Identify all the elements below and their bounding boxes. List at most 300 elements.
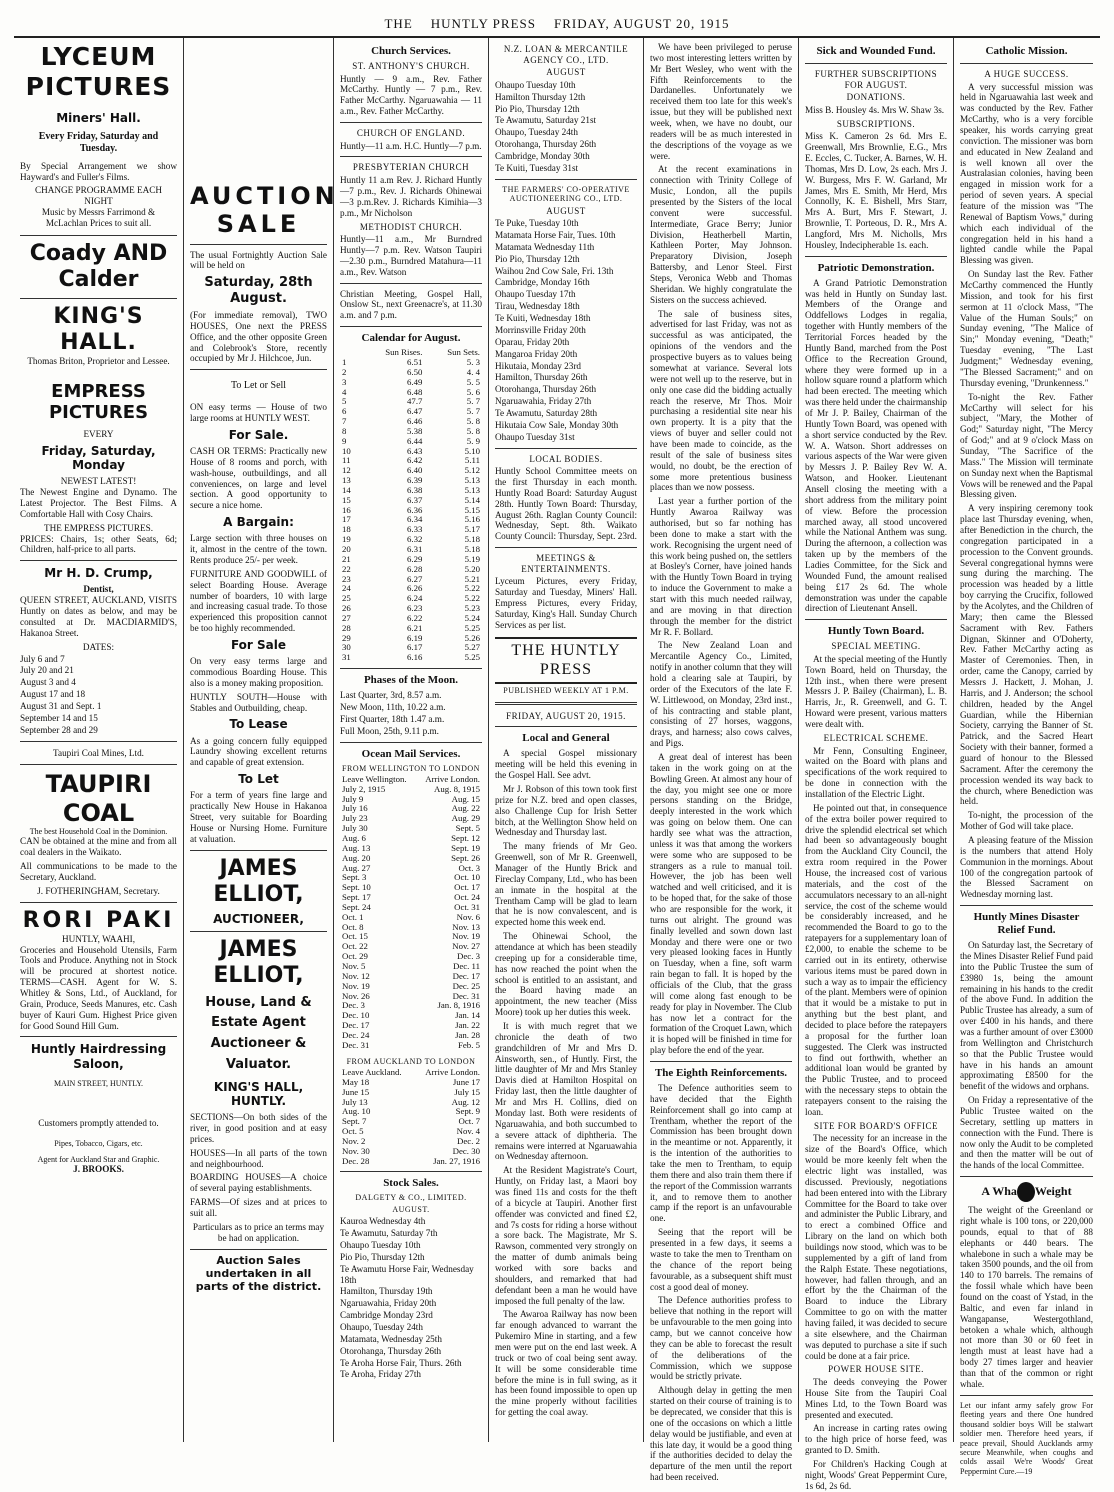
calendar-row-cell: 28 (342, 622, 351, 633)
calendar-row-cell: 6.37 (407, 494, 423, 505)
whale-heading-b: Weight (1034, 1183, 1072, 1198)
mail2-row-cell: Nov. 4 (456, 1126, 480, 1137)
mail2-row-cell: Nov. 2 (342, 1135, 366, 1146)
local-general-paragraph: It is with much regret that we chronicle the death of two grandchildren of Mr and Mrs D. Ainsworth, sen., of Huntly. First, the little daughter of Mr and Mrs Stanley Davis died at Hamilton Hospital on Friday last, then the little daughter of Mr and Mrs H. Collins, died on Monday last. Both were residents of Ngaruawahia, and both succumbed to a severe attack of diphtheria. The remains were interred at Ngaruawahia on Wednesday afternoon. (495, 1021, 637, 1162)
calendar-row-cell: 12 (342, 465, 351, 476)
empress-every: EVERY (83, 429, 114, 440)
mail-sub: FROM WELLINGTON TO LONDON (342, 763, 480, 773)
empress-newest: NEWEST LATEST! (60, 476, 137, 487)
miners-hall: Miners' Hall. (56, 111, 141, 125)
houses-body: HOUSES—In all parts of the town and neighbourhood. (190, 1147, 327, 1169)
calendar-row-cell: 5.38 (407, 425, 423, 436)
mail-row-cell: Oct. 10 (454, 872, 480, 883)
sections-body: SECTIONS—On both sides of the river, in good position and at easy prices. (190, 1112, 327, 1144)
eighth-reinforcements-heading: The Eighth Reinforcements. (654, 1067, 788, 1080)
auction-body: The usual Fortnightly Auction Sale will be held on (190, 249, 327, 271)
dentist-date: August 31 and Sept. 1 (20, 700, 102, 711)
farmers-sale-item: Ohaupo Tuesday 17th (495, 289, 576, 300)
nz-loan-item: Otorohanga, Thursday 26th (495, 139, 597, 150)
mail2-header: Arrive London. (425, 1067, 480, 1077)
calendar-row-cell: 6.46 (407, 416, 423, 427)
mail-row-cell: July 16 (342, 803, 368, 814)
taupiri-body: CAN be obtained at the mine and from all coal dealers in the Waikato. (20, 836, 177, 858)
stock-sale-item: Te Aroha, Friday 27th (340, 1369, 422, 1380)
calendar-row-cell: 30 (342, 642, 351, 653)
calendar-row-cell: 21 (342, 553, 351, 564)
calendar-row-cell: 11 (342, 455, 351, 466)
mail-row-cell: Oct. 15 (342, 931, 368, 942)
mail-row-cell: Dec. 24 (342, 1029, 370, 1040)
mail2-row (340, 1157, 482, 1167)
st-anthony-body: Huntly — 9 a.m., Rev. Father McCarthy. Huntly — 7 p.m., Rev. Father McCarthy. Ngaruawahia — 11 a.m., Rev. Father McCarthy. (340, 73, 482, 117)
local-bodies-heading: LOCAL BODIES. (529, 453, 603, 464)
donations-body: Miss B. Housley 4s. Mrs W. Shaw 3s. (805, 104, 945, 115)
let-sell-body: ON easy terms — House of two large rooms at HUNTLY WEST. (190, 402, 327, 423)
church-england-heading: CHURCH OF ENGLAND. (356, 128, 466, 139)
stock-sale-item: Hamilton, Thursday 19th (340, 1286, 433, 1297)
calendar-row-cell: 5.17 (464, 524, 480, 535)
lyceum-music: Music by Messrs Farrimond & McLachlan Prices to suit all. (41, 207, 156, 229)
mail-row-cell: Nov. 19 (342, 980, 370, 991)
mail-row (340, 1041, 482, 1051)
calendar-row-cell: 5.25 (464, 622, 480, 633)
stock-sale-item: Pio Pio, Thursday 12th (340, 1251, 425, 1262)
mail-row-cell: Sept. 17 (342, 892, 371, 903)
local-general-paragraph: The many friends of Mr Geo. Greenwell, son of Mr R. Greenwell, Manager of the Huntly Brick and Fireclay Company, Ltd., who has been an inmate in the hospital at the Trentham Camp will be glad to learn that he is now convalescent, and is expected home this week end. (495, 841, 637, 928)
nz-loan-item: Hamilton Thursday 12th (495, 91, 586, 102)
calendar-row-cell: 29 (342, 632, 351, 643)
mail-row-cell: Aug. 22 (451, 803, 480, 814)
calendar-row-cell: 5.25 (464, 652, 480, 663)
mail2-row-cell: Sept. 9 (455, 1106, 480, 1117)
lyceum-programme: CHANGE PROGRAMME EACH NIGHT (34, 185, 163, 207)
lyceum-heading: LYCEUM (40, 42, 157, 71)
calendar-row-cell: 6.22 (407, 612, 423, 623)
mail-row-cell: Nov. 13 (452, 921, 480, 932)
mail2-table (340, 1068, 482, 1166)
calendar-row-cell: 5.11 (464, 455, 480, 466)
saloon-heading: Huntly Hairdressing Saloon, (30, 1042, 167, 1071)
farmers-sale-item: Hikutaia, Monday 23rd (495, 360, 581, 371)
mail-row-cell: Oct. 24 (454, 892, 480, 903)
calendar-row-cell: 6.32 (407, 534, 423, 545)
mail-row-cell: Sept. 26 (451, 852, 480, 863)
mission-sub: A HUGE SUCCESS. (984, 68, 1069, 79)
st-anthony-heading: ST. ANTHONY'S CHURCH. (352, 60, 470, 71)
dentist-date: July 6 and 7 (20, 653, 65, 664)
local-general-heading: Local and General (522, 732, 610, 745)
calendar-heading: Calendar for August. (361, 332, 461, 345)
column-news-continued (644, 38, 799, 1483)
mail-row-cell: Sept. 10 (342, 882, 371, 893)
issue-date: FRIDAY, AUGUST 20, 1915. (506, 710, 626, 721)
lyceum-days: Every Friday, Saturday and Tuesday. (38, 131, 159, 154)
disaster-paragraph: On Friday a representative of the Public Trustee waited on the Secretary, settling up matters in connection with the Fund. There is now only the Audit to be completed and then the matter will be out of the hands of the local Committee. (960, 1095, 1093, 1171)
column-town-news (799, 38, 954, 1491)
calendar-row-cell: 5. 8 (466, 416, 480, 427)
whale-heading-a: A Wha (981, 1183, 1017, 1198)
pictures-heading: PICTURES (25, 71, 172, 101)
news-paragraph: Last year a further portion of the Huntly Awaroa Railway was authorised, but so far nothing has been done to make a start with the work. Recognising the urgent need of this work being pushed on, the settlers at Bosley's Corner, have joined hands with the Huntly Town Board in trying to induce the Government to make a start with this much needed railway, and are moving in that direction through the member for the district Mr R. F. Bollard. (650, 496, 792, 637)
power-house-heading: POWER HOUSE SITE. (828, 1364, 924, 1375)
calendar-header: Sun Sets. (447, 347, 480, 358)
stock-sales-sub: DALGETY & CO., LIMITED. (355, 1193, 467, 1203)
calendar-row-cell: 2 (342, 366, 347, 377)
calendar-row-cell: 6.21 (407, 622, 423, 633)
calendar-row-cell: 6.27 (407, 573, 423, 584)
mail-row-cell: Jan. 8, 1916 (437, 1000, 480, 1011)
moon-phase: Last Quarter, 3rd, 8.57 a.m. (340, 690, 442, 701)
calendar-row-cell: 13 (342, 475, 351, 486)
bargain-body: Large section with three houses on it, almost in the centre of the town. Rents produce 25/- per week. (190, 533, 327, 565)
calendar-row-cell: 6.49 (407, 376, 423, 387)
mail-row-cell: Nov. 12 (342, 970, 370, 981)
taupiri-company: Taupiri Coal Mines, Ltd. (53, 747, 144, 758)
town-board-paragraph: At the special meeting of the Huntly Town Board, held on Thursday, the 12th inst., when there were present Messrs J. P. Bailey (Chairman), L. B. Harris, Jr., R. Greenwell, and G. T. Howard were present, various matters were dealt with. (805, 653, 947, 730)
mail-row-cell: Dec. 31 (342, 1039, 370, 1050)
local-general-paragraph: The Awaroa Railway has now been far enough advanced to warrant the Pukemiro Mine in starting, and a few men were put on the end last week. A truck or two of coal being sent away. It will be some considerable time before the mine is in full swing, as it has been found impossible to open up the mine properly without facilities for getting the coal away. (495, 1309, 637, 1418)
local-general-paragraph: At the Resident Magistrate's Court, Huntly, on Friday last, a Maori boy was fined 11s and costs for the theft of a bicycle at Taupiri. Another first offender was convicted and fined £2, and 7s costs for riding a horse without a sore back. The Magistrate, Mr S. Rawson, commented very strongly on the matter of dumb animals being worked with sore backs and shoulders, and remarked that had defendant been a man he would have imposed the full penalty of the law. (495, 1165, 637, 1306)
calendar-row-cell: 6 (342, 406, 347, 417)
column-services (334, 38, 489, 1442)
huntly-south-body: HUNTLY SOUTH—House with Stables and Outbuilding, cheap. (190, 691, 327, 713)
calendar-row-cell: 24 (342, 583, 351, 594)
mail-row-cell: Aug. 6 (342, 833, 366, 843)
mail2-row-cell: Jan. 27, 1916 (433, 1155, 480, 1166)
calendar-row-cell: 17 (342, 514, 351, 525)
calendar-row-cell: 6.31 (407, 544, 423, 554)
mail2-row-cell: July 15 (454, 1086, 480, 1097)
mail2-row-cell: Nov. 30 (342, 1145, 370, 1156)
mail-row-cell: Aug. 8, 1915 (434, 783, 480, 794)
calendar-row-cell: 5.22 (464, 593, 480, 604)
farmers-sale-item: Oparau, Friday 20th (495, 336, 570, 347)
calendar-row-cell: 5.13 (464, 475, 480, 486)
town-board-paragraph: An increase in carting rates owing to the high price of horse feed, was granted to D. Smith. (805, 1423, 947, 1456)
stock-sales-heading: Stock Sales. (383, 1177, 439, 1190)
calendar-row-cell: 6.34 (407, 514, 423, 525)
church-services-heading: Church Services. (371, 45, 451, 57)
news-paragraph: A great deal of interest has been taken in the work going on at the Bowling Green. At almost any hour of the day, you might see one or more persons standing on the Bridge, deeply interested in the work which was going on below them. One can hardly see what was the attraction, unless it was that among the workers were some who are supposed to be strangers as a rule to manual toil. However, the job has been well watched and well criticised, and it is to be hoped that, for the sake of those who are responsible for the work, it turns out alright. The ground was finally levelled and sown down last Monday and there were one or two very pleased looking faces in Huntly on Tuesday, when a fine, soft warm rain began to fall. It is hoped by the officials of the Club, that the grass will come along fast enough to be ready for play in November. The Club has now let a contract for the formation of the Croquet Lawn, which it is hoped will be finished in time for play before the end of the year. (650, 752, 792, 1056)
mail-row-cell: Sept. 19 (451, 842, 480, 853)
mail2-row-cell: Aug. 12 (451, 1096, 480, 1107)
house-land-agent: House, Land & Estate Agent Auctioneer & Valuator. (205, 994, 312, 1073)
farmers-sale-item: Ngaruawahia, Friday 27th (495, 396, 592, 407)
news-paragraph: We have been privileged to peruse two most interesting letters written by Mr Bert Wesley, who went with the Fifth Reinforcements to the Dardanelles. Unfortunately we received them too late for this week's issue, but they will be published next week, when, we have no doubt, our readers will be as much interested in the descriptions of the voyage as we were. (650, 42, 792, 161)
taupiri-communications: All communications to be made to the Secretary, Auckland. (20, 861, 177, 883)
mail-row-cell: Jan. 14 (455, 1010, 480, 1021)
bargain-heading: A Bargain: (223, 515, 294, 530)
kings-proprietor: Thomas Briton, Proprietor and Lessee. (27, 355, 170, 366)
nz-loan-heading: N.Z. LOAN & MERCANTILE AGENCY CO., LTD. (503, 44, 629, 65)
mail-row-cell: Dec. 3 (342, 1000, 365, 1011)
mail-row-cell: Dec. 11 (452, 960, 480, 971)
calendar-row-cell: 5.14 (464, 494, 480, 505)
mail-row-cell: Sept. 5 (455, 823, 480, 834)
sick-wounded-heading: Sick and Wounded Fund. (816, 45, 936, 57)
rori-paki-heading: RORI PAKI (22, 907, 175, 933)
crump-dates-label: DATES: (82, 641, 115, 652)
farmers-sale-item: Hikutaia Cow Sale, Monday 30th (495, 419, 619, 430)
mail2-row-cell: June 15 (342, 1086, 370, 1097)
mail-row-cell: July 2, 1915 (342, 783, 386, 794)
moon-phase: Full Moon, 25th, 9.11 p.m. (340, 725, 439, 736)
mail2-row-cell: Dec. 30 (452, 1145, 480, 1156)
mail-row-cell: July 9 (342, 793, 364, 804)
rori-body: Groceries and Household Utensils, Farm Tools and Produce. Anything not in Stock will be procured at shortest notice. TERMS—CASH. Agent for W. S. Whitley & Sons, Ltd., of Auckland, for Grain, Produce, Seeds Manures, etc. Cash buyer of Kauri Gum. Highest Price given for Good Sound Hill Gum. (20, 944, 177, 1031)
stock-sale-item: Cambridge Monday 23rd (340, 1310, 433, 1321)
for-sale-2-body: On very easy terms large and commodious Boarding House. This also is a money making proposition. (190, 656, 327, 688)
taupiri-best: The best Household Coal in the Dominion. (29, 827, 168, 837)
calendar-row-cell: 18 (342, 524, 351, 535)
rori-place: HUNTLY, WAAHI, (62, 933, 135, 944)
mail-row-cell: Oct. 3 (458, 862, 480, 873)
empress-signature: THE EMPRESS PICTURES. (44, 522, 153, 533)
crump-name: Mr H. D. Crump, (44, 566, 153, 581)
town-board-paragraph: The necessity for an increase in the size of the Board's Office, which would be more keenly felt when the electric light was installed, was discussed. Previously, negotiations had been entered into with the Library Committee for the Board to take over and administer the Public Library, and to erect a combined Office and Library on the land on which both buildings now stood, which was to be supplemented by a gift of land from the Ralph Estate. These negotiations, however, had fallen through, and an effort by the the Chairman of the Board to induce the Library Committee to go on with the matter having failed, it was decided to secure a site elsewhere, and the Chairman was deputed to purchase a site if such could be done at a fair price. (805, 1133, 947, 1361)
boarding-body: BOARDING HOUSES—A choice of several paying establishments. (190, 1172, 327, 1194)
farmers-list (495, 218, 637, 442)
news-paragraph: Although delay in getting the men started on their course of training is to be deprecated, we consider that this is one of the occasions on which a little delay would be justifiable, and even at this late day, it would be a good thing if the authorities decided to delay the departure of the men until the report had been received. (650, 1385, 792, 1483)
calendar-row-cell: 9 (342, 435, 347, 446)
town-board-sub: SPECIAL MEETING. (831, 641, 921, 652)
saloon-brooks: J. BROOKS. (73, 1163, 124, 1174)
mail-row-cell: Dec. 3 (457, 951, 480, 962)
calendar-row-cell: 6.50 (407, 366, 423, 377)
mission-paragraph: On Sunday last the Rev. Father McCarthy commenced the Huntly Mission, and took for his first sermon at 11 o'clock Mass, "The Value of the Human Souls;" on Sunday evening, "The Malice of Sin;" Monday evening, "Death;" Tuesday evening, "The Last Judgment;" Wednesday evening, "The Blessed Sacrament;" and on Thursday evening, "Drunkenness." (960, 269, 1093, 388)
mail2-row-cell: Sept. 7 (342, 1116, 367, 1127)
patriotic-heading: Patriotic Demonstration. (817, 261, 935, 274)
calendar-row-cell: 6.51 (407, 356, 423, 367)
calendar-header: Sun Rises. (385, 347, 423, 358)
column-advertisements-2 (184, 38, 339, 1442)
saloon-pipes: Pipes, Tobacco, Cigars, etc. (54, 1139, 143, 1149)
mail-row-cell: Aug. 29 (451, 813, 480, 824)
saloon-customers: Customers promptly attended to. (38, 1118, 159, 1129)
methodist-heading: METHODIST CHURCH. (359, 221, 463, 232)
calendar-row-cell: 8 (342, 425, 347, 436)
james-elliot-1: JAMES ELLIOT, (213, 855, 304, 907)
calendar-row-cell: 5. 6 (466, 386, 480, 397)
mission-paragraph: A very successful mission was held in Ngaruawahia last week and was conducted by the Rev. Father McCarthy, who is a very forcible speaker, his words carrying great conviction. The missioner was born and educated in New Zealand and is well known all over the Australasian colonies, having been engaged in mission work for a period of seven years. A special feature of the mission was "The Renewal of Baptism Vows," during which each individual of the congregation held in his hand a lighted candle while the Papal Blessing was given. (960, 81, 1093, 266)
taupiri-signature: J. FOTHERINGHAM, Secretary. (37, 885, 160, 896)
calendar-row-cell: 5.22 (464, 583, 480, 594)
ink-blot-icon (1017, 1182, 1035, 1202)
mail-row-cell: Dec. 17 (452, 970, 480, 981)
calendar-row-cell: 5.16 (464, 514, 480, 525)
mission-paragraph: A pleasing feature of the Mission is the numbers that attend Holy Communion in the mornings. About 100 of the congregation partook of the Blessed Sacrament on Wednesday morning last. (960, 835, 1093, 900)
lease-heading: To Lease (229, 717, 288, 732)
stock-sale-item: Ngaruawahia, Friday 20th (340, 1298, 437, 1309)
masthead (14, 8, 1100, 38)
christian-meeting: Christian Meeting, Gospel Hall, Onslow St., next Greenacre's, at 11.30 a.m. and 7 p.m. (340, 288, 482, 321)
calendar-row-cell: 5. 3 (466, 356, 480, 367)
mail-row-cell: July 23 (342, 813, 368, 824)
mail-row-cell: Oct. 8 (342, 921, 364, 932)
mail2-row-cell: Dec. 28 (342, 1155, 370, 1166)
calendar-row-cell: 5.18 (464, 534, 480, 545)
calendar-row-cell: 27 (342, 612, 351, 623)
news-paragraph: The New Zealand Loan and Mercantile Agency Co., Limited, notify in another column that they will hold a clearing sale at Taupiri, by order of the Executors of the late F. W. Littlewood, on Monday, 23rd inst., of his contracting and stable plant, consisting of 27 horses, waggons, drays, and harness; also cows calves, and Pigs. (650, 640, 792, 749)
dentist-date: August 3 and 4 (20, 677, 76, 688)
mail-row-cell: Oct. 1 (342, 911, 364, 922)
column-local-news (489, 38, 644, 1442)
farmers-month: AUGUST (546, 205, 586, 216)
news-paragraph: The Defence authorities seem to have decided that the Eighth Reinforcement shall go into camp at Trentham, whether the report of the Commission has been brought down in the meantime or not. Apparently, it is the intention of the authorities to take the men to Trentham, to equip them there and also train them there if the report of the Commission warrants it, and to remove them to another camp if the report is an unfavourable one. (650, 1083, 792, 1224)
calendar-row-cell: 5 (342, 396, 347, 407)
calendar-row-cell: 6.16 (407, 652, 423, 663)
site-heading: SITE FOR BOARD'S OFFICE (814, 1120, 938, 1131)
mail-header: Leave Wellington. (342, 773, 407, 784)
particulars-body: Particulars as to price an terms may be had on application. (192, 1221, 325, 1243)
column-advertisements-1 (14, 38, 184, 1442)
nz-loan-list (495, 80, 637, 174)
mail-row-cell: Nov. 19 (452, 931, 480, 942)
meetings-body: Lyceum Pictures, every Friday, Saturday and Tuesday, Miners' Hall. Empress Pictures, every Friday, Saturday, King's Hall. Sunday Church Services as per list. (495, 576, 637, 630)
mission-paragraph: To-night, the procession of the Mother of God will take place. (960, 810, 1093, 832)
mail-row-cell: Aug. 13 (342, 842, 371, 853)
donations-heading: DONATIONS. (846, 92, 906, 103)
mail2-sub: FROM AUCKLAND TO LONDON (346, 1056, 476, 1066)
nz-loan-item: Te Kuiti, Tuesday 31st (495, 162, 579, 173)
moon-phase: New Moon, 11th, 10.22 a.m. (340, 701, 446, 712)
farmers-sale-item: Hamilton, Thursday 26th (495, 372, 588, 383)
local-general-paragraph: Mr J. Robson of this town took first prize for N.Z. bred and open classes, also Challenge Cup for Irish Setter bitch, at the Wellington Show held on Wednesday and Thursday last. (495, 784, 637, 838)
mail-row-cell: Sept. 3 (342, 872, 367, 883)
moon-list (340, 690, 482, 736)
calendar-row-cell: 14 (342, 484, 351, 495)
lease-body: As a going concern fully equipped Laundry showing excellent returns and capable of great extension. (190, 735, 327, 768)
crump-body: QUEEN STREET, AUCKLAND, VISITS Huntly on dates as below, and may be consulted at Dr. MACDIARMID'S, Hakanoa Street. (20, 595, 177, 638)
masthead-name: HUNTLY PRESS (430, 16, 536, 31)
calendar-row-cell: 16 (342, 504, 351, 515)
stock-sale-item: Te Awamutu Horse Fair, Wednesday 18th (340, 1263, 474, 1285)
town-board-heading: Huntly Town Board. (827, 625, 925, 638)
mail-row-cell: Jan. 22 (455, 1020, 480, 1031)
calendar-row-cell: 6.24 (407, 593, 423, 604)
nz-loan-item: Te Awamutu, Saturday 21st (495, 115, 597, 126)
calendar-row-cell: 5. 9 (466, 435, 480, 446)
crump-role: Dentist, (83, 584, 114, 595)
calendar-row-cell: 5.23 (464, 603, 480, 614)
disaster-paragraph: On Saturday last, the Secretary of the Mines Disaster Relief Fund paid into the Public Trustee the sum of £3980 1s, being the amount remaining in his hands to the credit of the above Fund. In addition the Public Trustee has already, a sum of over £400 in his hands, and there was a further amount of over £3000 from Wellington and Christchurch so that the Public Trustee would have in his hands an amount approximating £8500 for the benefit of the widows and orphans. (960, 940, 1093, 1092)
mail-row-cell: Jan. 28 (455, 1029, 480, 1040)
for-sale-body: CASH OR TERMS: Practically new House of 8 rooms and porch, with wash-house, outbuildings, and all conveniences, on large and level section. A good opportunity to secure a nice home. (190, 445, 327, 511)
local-general-paragraph: The Ohinewai School, the attendance at which has been steadily creeping up for a considerable time, has now reached the point when the school is entitled to an assistant, and the Board having made an appointment, the new teacher (Miss Moore) took up her duties this week. (495, 931, 637, 1018)
calendar-row-cell: 19 (342, 534, 351, 545)
huntly-press-sub: PUBLISHED WEEKLY AT 1 P.M. (503, 686, 629, 696)
nz-loan-month: AUGUST (546, 67, 586, 78)
mail-row-cell: Nov. 5 (342, 960, 366, 971)
presbyterian-body: Huntly 11 a.m Rev. J. Richard Huntly—7 p.m., Rev. J. Richards Ohinewai—3 p.m.Rev. J. Richards Kimihia—3 p.m., Mr Nicholson (340, 175, 482, 218)
calendar-row-cell: 5. 7 (466, 406, 480, 417)
calendar-row-cell: 5.19 (464, 553, 480, 564)
calendar-row-cell: 10 (342, 445, 351, 456)
stock-sale-item: Ohaupo, Tuesday 24th (340, 1322, 423, 1333)
whale-heading (960, 1182, 1093, 1202)
mail-row-cell: Sept. 12 (451, 833, 480, 843)
stock-sale-item: Te Aroha Horse Fair, Thurs. 26th (340, 1357, 462, 1368)
column-mission (954, 38, 1099, 1476)
calendar-row-cell: 5. 7 (466, 396, 480, 407)
nz-loan-item: Ohaupo Tuesday 10th (495, 79, 576, 90)
calendar-row-cell: 6.43 (407, 445, 423, 456)
calendar-row-cell: 6.39 (407, 475, 423, 486)
cough-advert: For Children's Hacking Cough at night, Woods' Great Peppermint Cure, 1s 6d, 2s 6d. (805, 1459, 947, 1491)
stock-sale-item: Ohaupo Tuesday 10th (340, 1240, 421, 1250)
calendar-row (340, 653, 482, 663)
calendar-row-cell: 22 (342, 563, 351, 574)
calendar-row-cell: 5.18 (464, 544, 480, 554)
town-board-paragraph: He pointed out that, in consequence of the extra boiler power required to drive the splendid electrical set which had been so advantageously bought from the Auckland City Council, the extra room required in the Power House, the increased cost of various materials, and the cost of the accumulators necessary to an all-night service, the cost of the scheme would be considerably increased, and he recommended the Board to go to the ratepayers for a supplementary loan of £2,000, to enable the scheme to be carried out in its entirety, otherwise various items must be pared down in such a way as to impair the efficiency of the plant. Members were of opinion that it would be a mistake to put in anything but the best plant, and decided to place before the ratepayers a proposal for the further loan suggested. The Clerk was instructed to find out forthwith, whether an additional loan would be granted by the Public Trustee, and to proceed with the necessary steps to obtain the ratepayers consent to the raising the loan. (805, 802, 947, 1117)
mail-row-cell: Nov. 6 (456, 911, 480, 922)
mail-row-cell: Nov. 26 (342, 990, 370, 1001)
calendar-row-cell: 5. 8 (466, 425, 480, 436)
empress-body: The Newest Engine and Dynamo. The Latest Projector. The Best Films. A Comfortable Hall with Cosy Chairs. (20, 487, 177, 519)
calendar-row-cell: 6.26 (407, 583, 423, 594)
farms-body: FARMS—Of sizes and at prices to suit all. (190, 1197, 327, 1218)
stock-list (340, 1216, 482, 1380)
moon-heading: Phases of the Moon. (363, 674, 459, 687)
mail2-row-cell: Aug. 10 (342, 1106, 371, 1117)
dentist-date: July 20 and 21 (20, 665, 74, 676)
calendar-row-cell: 23 (342, 573, 351, 584)
calendar-row-cell: 47.7 (407, 396, 423, 407)
mail-row-cell: Oct. 17 (454, 882, 480, 893)
farmers-sale-item: Matamata Horse Fair, Tues. 10th (495, 230, 616, 241)
calendar-row-cell: 5.15 (464, 504, 480, 515)
mission-paragraph: A very inspiring ceremony took place last Thursday evening, when, after Benediction in the church, the congregation participated in a procession to the Convent grounds. Several congregational hymns were sung during the marching. The procession was headed by a little boy carrying the Crucifix, followed by the Acolytes, and the Children of Mary; then came the Blessed Sacrament with Rev. Fathers Dignan, Skinner and O'Doherty, Rev. Father McCarthy acting as Master of Ceremonies. Then, in order, came the Canopy, carried by Messrs J. Hackett, J. Mohan, J. Harris, and J. Anderson; the school children, headed by the Angel Guardian, while the Hibernian Society, carrying the Banner of St. Patrick, and the Sacred Heart Society with their banner, formed a guard of honour to the Blessed Sacrament. After the ceremony the procession wended its way back to the church, where Benediction was held. (960, 503, 1093, 807)
calendar-row-cell: 3 (342, 376, 347, 387)
mail-row-cell: Oct. 31 (454, 901, 480, 912)
calendar-row-cell: 6.29 (407, 553, 423, 564)
patriotic-body: A Grand Patriotic Demonstration was held in Huntly on Sunday last. Members of the Orange and Oddfellows Lodges in regalia, together with Huntly members of the Territorial Forces headed by the Huntly Band, marched from the Post Office to the Recreation Ground, where they were formed up in a hollow square round a platform which had been erected. The meeting which was there held under the chairmanship of Mr J. P. Bailey, Chairman of the Huntly Town Board, was opened with a short service conducted by the Rev. W. A. Watson. Short addresses on various aspects of the War were given by Messrs J. P. Bailey Rev W. A. Watson, and Hooker. Lieutenant Ansell closing the meeting with a short address from the military point of view. Before the procession marched away, all stood uncovered while the National Anthem was sung. During the afternoon, a collection was taken up by the members of the Ladies Committee, for the Sick and Wounded Fund, the amount realised being £17 2s 6d. The whole demonstration was under the capable direction of Lieutenant Ansell. (805, 277, 947, 614)
saloon-agent: Agent for Auckland Star and Graphic. (37, 1154, 160, 1164)
auction-sales-undertaken: Auction Sales undertaken in all parts of the district. (195, 1253, 322, 1293)
empress-days: Friday, Saturday, Monday (41, 443, 156, 473)
empress-heading: EMPRESS PICTURES (48, 380, 149, 423)
for-sale-2-heading: For Sale (230, 638, 287, 653)
saloon-address: MAIN STREET, HUNTLY. (53, 1078, 144, 1088)
huntly-press-title: THE HUNTLY PRESS (495, 637, 637, 685)
to-let-body: For a term of years fine large and practically New House in Hakanoa Street, very suitable for Boarding House or Nursing Home. Furniture at valuation. (190, 790, 327, 844)
dentist-date: September 28 and 29 (20, 724, 98, 735)
news-paragraph: At the recent examinations in connection with Trinity College of Music, London, all the pupils presented by the Sisters of the local convent were successful. Intermediate, Grace Berry; Junior Division, Heatherbell Martin, Kathleen Porter, May Johnson. Preparatory Division, Joseph Battersby, and Lenor Steel. First Steps, Veronica Webb and Thomas Sheridan. We highly congratulate the Sisters on the success achieved. (650, 164, 792, 305)
for-sale-heading: For Sale. (228, 427, 289, 442)
calendar-row-cell: 4. 4 (466, 366, 480, 377)
stock-sale-item: Kauroa Wednesday 4th (340, 1216, 426, 1227)
mail-row-cell: Aug. 15 (451, 793, 480, 804)
mail2-row-cell: May 18 (342, 1076, 370, 1087)
church-england-body: Huntly—11 a.m. H.C. Huntly—7 p.m. (340, 140, 482, 151)
farmers-sale-item: Te Kuiti, Wednesday 18th (495, 313, 591, 324)
coady-calder: Coady AND Calder (29, 240, 168, 292)
mail-row-cell: Sept. 24 (342, 901, 371, 912)
news-paragraph: The Defence authorities profess to believe that nothing in the report will be unfavourable to the men going into camp, but we cannot conceive how they can be able to forecast the result of the deliberations of the Commission, which we suppose would be strictly private. (650, 1295, 792, 1382)
mail-header: Arrive London. (425, 773, 480, 784)
electrical-heading: ELECTRICAL SCHEME. (823, 732, 929, 743)
mail2-row-cell: Oct. 5 (342, 1126, 364, 1137)
mission-paragraph: To-night the Rev. Father McCarthy will select for his subject, "Mary, the Mother of God;" Saturday night, "The Mercy of God;" and at 9 o'clock Mass on Sunday, "The Sacrifice of the Mass." The Mission will terminate on Sunday next when the Baptismal Vows will be renewed and the Papal Blessing given. (960, 391, 1094, 500)
news-paragraph: Seeing that the report will be presented in a few days, it seems a waste to take the men to Trentham on the chance of the report being favourable, as a subsequent shift must cost a good deal of money. (650, 1227, 792, 1292)
calendar-row-cell: 5.20 (464, 563, 480, 574)
calendar-row-cell: 5.24 (464, 612, 480, 623)
subscriptions-heading: SUBSCRIPTIONS. (836, 118, 916, 129)
moon-phase: First Quarter, 18th 1.47 a.m. (340, 713, 445, 724)
nz-loan-item: Pio Pio, Thursday 12th (495, 103, 580, 114)
farmers-sale-item: Otorohanga, Thursday 26th (495, 384, 597, 395)
mail-row-cell: Dec. 31 (452, 990, 480, 1001)
